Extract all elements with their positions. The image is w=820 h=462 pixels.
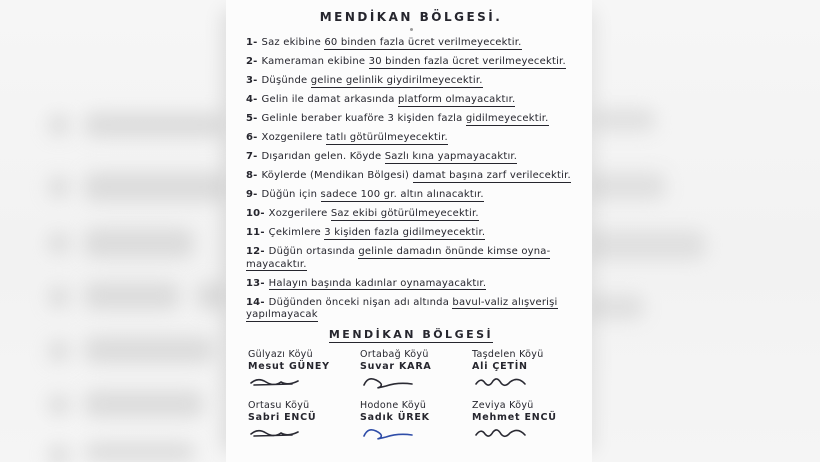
document-subtitle [246,328,576,341]
rule-underlined-text: geline gelinlik giydirilmeyecektir. [310,75,483,86]
rule-text: Düğünden önceki nişan adı altında [268,296,453,308]
signature-scribble-icon [472,374,530,390]
rule-number: 6- [246,132,258,143]
rule-item [246,37,576,50]
signature-block [248,349,350,390]
rule-number: 12- [246,246,265,257]
ghost-blob [84,112,224,138]
rule-text: Saz ekibine [261,37,325,48]
rule-text: Dışarıdan gelen. Köyde [261,151,385,162]
rule-number: 13- [246,277,265,289]
ghost-blob [48,176,70,198]
ghost-blob [588,230,706,260]
rule-text: Köylerde (Mendikan Bölgesi) [261,170,413,181]
signature-village: Hodone Köyü [360,400,427,411]
rule-underlined-text: damat başına zarf verilecektir. [412,170,571,181]
rule-text: Xozgerilere [268,208,331,219]
ghost-blob [48,232,70,254]
rule-number: 5- [246,113,258,124]
signature-scribble-icon [360,425,418,441]
ghost-blob [48,340,70,362]
rule-text: Düğün ortasında [268,246,359,257]
signature-name: Ali ÇETİN [472,361,528,372]
rule-number: 14- [246,296,265,308]
rule-underlined-text: bavul-valiz alışverişi yapılmayacak [246,296,558,320]
rule-item [246,94,576,107]
signature-block [248,400,350,441]
title-ink-dot [410,28,413,31]
document-title: MENDİKAN BÖLGESİ. [319,10,503,24]
signature-village: Zeviya Köyü [472,400,534,411]
rule-item [246,113,576,126]
ghost-blob [48,114,70,136]
ghost-blob [84,172,226,202]
rule-number: 11- [246,227,265,238]
rules-list [246,37,576,322]
rule-number: 4- [246,94,258,105]
signature-scribble-icon [360,374,418,390]
rule-item [246,56,576,69]
rule-underlined-text: 3 kişiden fazla gidilmeyecektir. [324,227,486,238]
rule-item [246,132,576,145]
rule-text: Kameraman ekibine [261,56,369,67]
rule-number: 7- [246,151,258,162]
rule-text: Gelin ile damat arkasında [261,94,398,105]
signature-name: Suvar KARA [360,361,432,372]
signature-village: Taşdelen Köyü [472,349,544,360]
rule-number: 9- [246,189,258,200]
rule-item [246,75,576,88]
ghost-blob [588,294,644,320]
rule-underlined-text: 30 binden fazla ücret verilmeyecektir. [368,56,566,67]
document-subtitle-text: MENDİKAN BÖLGESİ [328,328,494,341]
ghost-blob [48,286,70,308]
ghost-blob [592,108,656,132]
ghost-blob [48,394,70,416]
ghost-blob [48,444,70,462]
rule-item [246,227,576,240]
ghost-blob [84,336,214,364]
rule-item [246,297,576,322]
rule-underlined-text: gidilmeyecektir. [465,113,549,124]
rule-item [246,151,576,164]
signature-scribble-icon [248,425,306,441]
signature-block [472,400,574,441]
rule-item [246,170,576,183]
signature-village: Ortasu Köyü [248,400,310,411]
signature-village: Ortabağ Köyü [360,349,429,360]
rule-text: Gelinle beraber kuaföre 3 kişiden fazla [261,113,466,124]
ghost-blob [84,390,204,418]
signatures-grid [246,349,576,441]
signature-block [472,349,574,390]
rule-text: Düşünde [261,75,311,86]
signature-name: Sabri ENCÜ [248,412,317,423]
rule-underlined-text: Sazlı kına yapmayacaktır. [384,151,518,162]
rule-underlined-text: Halayın başında kadınlar oynamayacaktır. [268,277,487,289]
rule-underlined-text: platform olmayacaktır. [398,94,516,105]
rule-underlined-text: Saz ekibi götürülmeyecektir. [330,208,479,219]
document-page [226,0,592,447]
ghost-blob [84,282,180,310]
signature-village: Gülyazı Köyü [248,349,313,360]
rule-number: 3- [246,75,258,86]
rule-underlined-text: 60 binden fazla ücret verilmeyecektir. [324,37,522,48]
rule-underlined-text: sadece 100 gr. altın alınacaktır. [320,189,484,200]
ghost-blob [588,172,666,200]
rule-number: 1- [246,37,258,48]
signature-name: Mesut GÜNEY [248,361,330,372]
ghost-blob [84,228,194,258]
signature-name: Mehmet ENCÜ [472,412,557,423]
rule-item [246,278,576,291]
rule-underlined-text: tatlı götürülmeyecektir. [325,132,448,143]
signature-scribble-icon [472,425,530,441]
signature-block [360,400,462,441]
rule-number: 10- [246,208,265,219]
signature-scribble-icon [248,374,306,390]
rule-underlined-text: gelinle damadın önünde kimse oyna- mayacaktır. [246,246,551,270]
rule-text: Xozgenilere [261,132,326,143]
handwritten-document-photo [226,0,592,462]
rule-text: Çekimlere [268,227,325,238]
ghost-blob [196,282,226,310]
rule-text: Düğün için [261,189,321,200]
rule-number: 2- [246,56,258,67]
rule-number: 8- [246,170,258,181]
rule-item [246,189,576,202]
signature-name: Sadık ÜREK [360,412,430,423]
ghost-blob [84,442,196,462]
signature-block [360,349,462,390]
rule-item [246,246,576,271]
rule-item [246,208,576,221]
